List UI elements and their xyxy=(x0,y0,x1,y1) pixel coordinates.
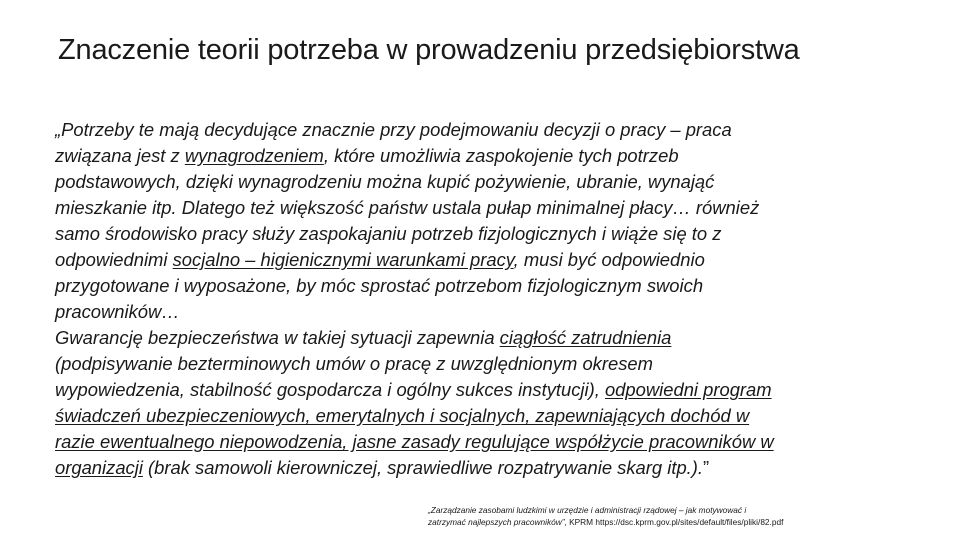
source-line-1: „Zarządzanie zasobami ludzkimi w urzędzie i administracji rządowej – jak motywować i xyxy=(428,505,747,515)
quote-text: (podpisywanie bezterminowych umów o pracę z uwzględnionym okresem xyxy=(55,353,653,374)
source-line-2-ref: , KPRM https://dsc.kprm.gov.pl/sites/default/files/pliki/82.pdf xyxy=(564,517,784,527)
quote-line xyxy=(55,299,925,325)
quote-text: , które umożliwia zaspokojenie tych potrzeb xyxy=(323,145,679,166)
quote-body xyxy=(55,117,925,481)
quote-line xyxy=(55,403,925,429)
source-citation xyxy=(428,504,928,528)
quote-text: związana jest z xyxy=(55,145,185,166)
quote-line xyxy=(55,221,925,247)
quote-line xyxy=(55,247,925,273)
quote-line xyxy=(55,195,925,221)
quote-underlined-text: świadczeń ubezpieczeniowych, emerytalnych i socjalnych, zapewniających dochód w xyxy=(55,405,750,426)
quote-text: „Potrzeby te mają decydujące znacznie przy podejmowaniu decyzji o pracy – praca xyxy=(55,119,732,140)
quote-text: mieszkanie itp. Dlatego też większość państw ustala pułap minimalnej płacy… również xyxy=(55,197,760,218)
quote-line xyxy=(55,351,925,377)
quote-text: Gwarancję bezpieczeństwa w takiej sytuacji zapewnia xyxy=(55,327,500,348)
source-line-2-title: zatrzymać najlepszych pracowników” xyxy=(428,517,565,527)
quote-underlined-text: organizacji xyxy=(55,457,143,478)
slide-title: Znaczenie teorii potrzeba w prowadzeniu przedsiębiorstwa xyxy=(58,34,800,66)
quote-text: ” xyxy=(703,457,710,478)
quote-text: podstawowych, dzięki wynagrodzeniu można kupić pożywienie, ubranie, wynająć xyxy=(55,171,715,192)
quote-line xyxy=(55,455,925,481)
quote-underlined-text: socjalno – higienicznymi warunkami pracy xyxy=(172,249,514,270)
source-line-2 xyxy=(428,516,928,528)
quote-text: , musi być odpowiednio xyxy=(513,249,705,270)
quote-line xyxy=(55,143,925,169)
quote-line xyxy=(55,117,925,143)
quote-underlined-text: ciągłość zatrudnienia xyxy=(499,327,672,348)
quote-line xyxy=(55,169,925,195)
quote-text: (brak samowoli kierowniczej, sprawiedliwe rozpatrywanie skarg itp.). xyxy=(142,457,704,478)
quote-line xyxy=(55,325,925,351)
quote-text: odpowiednimi xyxy=(55,249,173,270)
quote-text: samo środowisko pracy służy zaspokajaniu potrzeb fizjologicznych i wiąże się to z xyxy=(55,223,722,244)
quote-text: wypowiedzenia, stabilność gospodarcza i ogólny sukces instytucji), xyxy=(55,379,605,400)
quote-text: przygotowane i wyposażone, by móc sprostać potrzebom fizjologicznym swoich xyxy=(55,275,704,296)
quote-underlined-text: wynagrodzeniem xyxy=(184,145,324,166)
quote-line xyxy=(55,429,925,455)
quote-line xyxy=(55,377,925,403)
quote-underlined-text: razie ewentualnego niepowodzenia, jasne zasady regulujące współżycie pracowników w xyxy=(55,431,774,452)
quote-line xyxy=(55,273,925,299)
quote-text: pracowników… xyxy=(55,301,180,322)
quote-underlined-text: odpowiedni program xyxy=(604,379,772,400)
